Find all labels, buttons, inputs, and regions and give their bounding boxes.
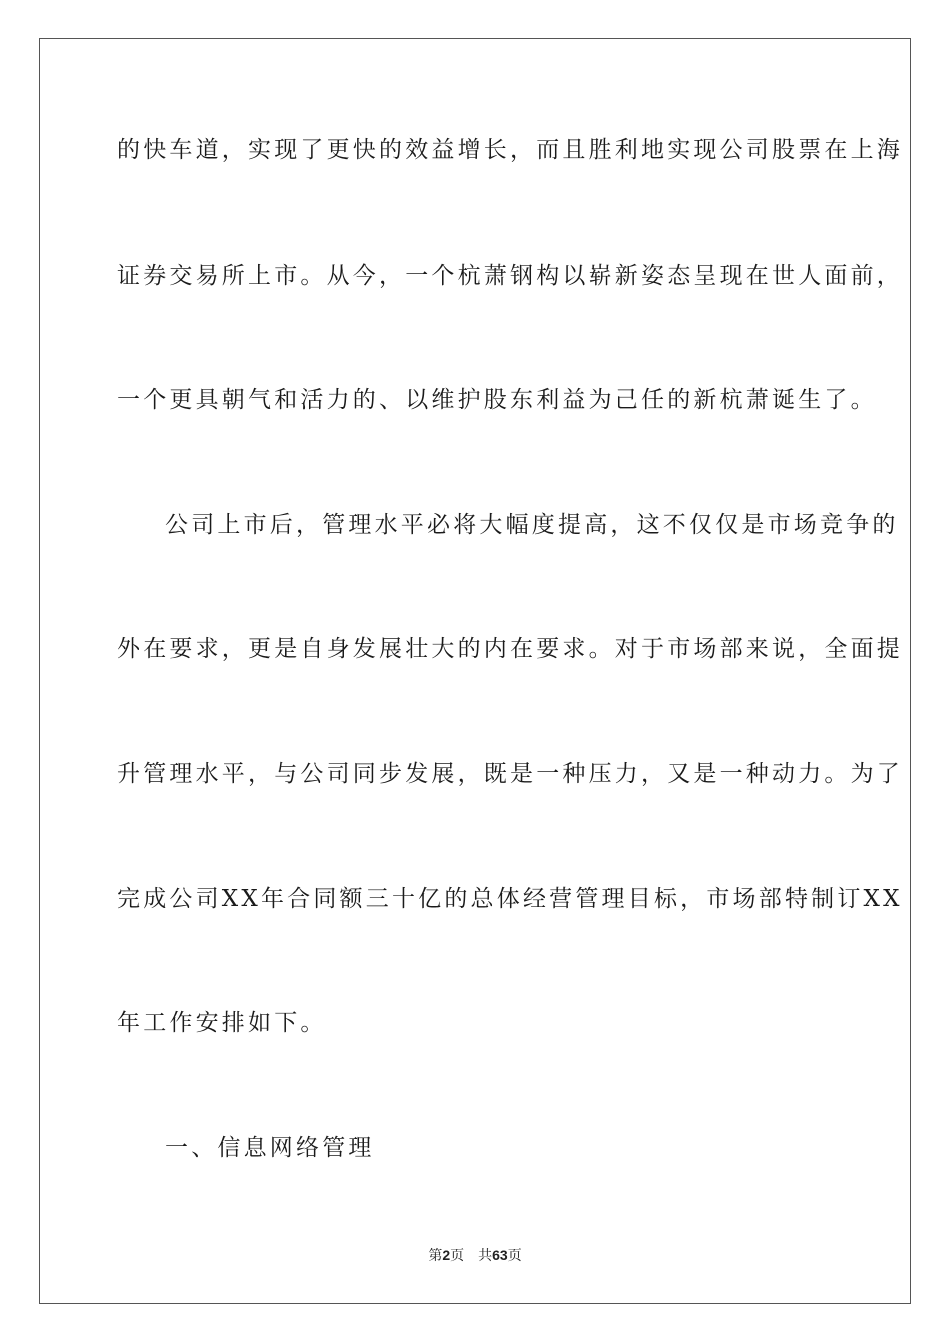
page-border <box>39 38 911 1304</box>
text-line: 年工作安排如下。 <box>117 1010 327 1036</box>
total-pages: 63 <box>492 1247 508 1263</box>
text-line: 完成公司XX年合同额三十亿的总体经营管理目标，市场部特制订XX <box>117 886 903 912</box>
page-suffix: 页 <box>450 1248 465 1264</box>
section-heading: 一、信息网络管理 <box>165 1135 375 1161</box>
text-line: 证券交易所上市。从今，一个杭萧钢构以崭新姿态呈现在世人面前， <box>117 263 903 289</box>
page-number: 2 <box>442 1247 451 1263</box>
text-line: 升管理水平，与公司同步发展，既是一种压力，又是一种动力。为了 <box>117 761 903 787</box>
text-line: 外在要求，更是自身发展壮大的内在要求。对于市场部来说，全面提 <box>117 636 903 662</box>
total-prefix: 共 <box>478 1248 493 1264</box>
text-line: 的快车道，实现了更快的效益增长，而且胜利地实现公司股票在上海 <box>117 137 903 163</box>
page-footer <box>0 1246 950 1265</box>
page-prefix: 第 <box>428 1248 443 1264</box>
text-line: 公司上市后，管理水平必将大幅度提高，这不仅仅是市场竞争的 <box>165 512 899 538</box>
text-line: 一个更具朝气和活力的、以维护股东利益为己任的新杭萧诞生了。 <box>117 387 877 413</box>
total-suffix: 页 <box>507 1248 522 1264</box>
